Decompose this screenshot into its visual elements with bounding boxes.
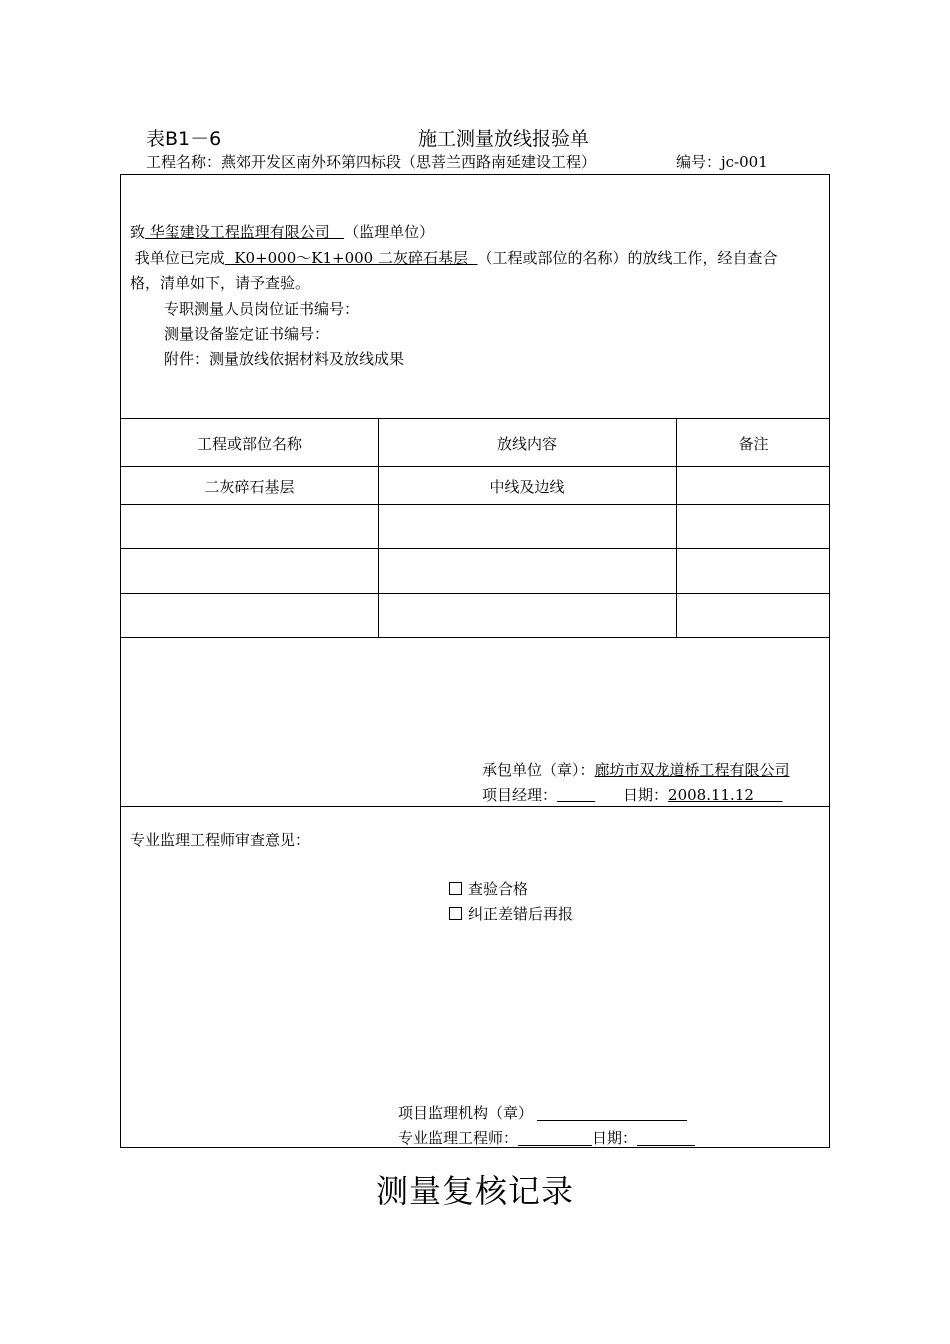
serial-number: 编号：jc-001	[676, 153, 768, 171]
header-part-name: 工程或部位名称	[196, 435, 302, 453]
manager-line	[482, 784, 783, 805]
project-name: 工程名称：燕郊开发区南外环第四标段（思菩兰西路南延建设工程）	[146, 153, 597, 171]
form-frame	[120, 174, 830, 1148]
completion-prefix: 我单位已完成	[130, 249, 225, 267]
manager-date-value: 2008.11.12	[668, 786, 783, 804]
divider	[121, 548, 829, 549]
manager-label: 项目经理：	[482, 786, 558, 804]
attachment: 附件：测量放线依据材料及放线成果	[164, 350, 405, 368]
to-prefix: 致	[130, 223, 146, 241]
divider	[121, 466, 829, 467]
completion-line	[130, 247, 778, 268]
completion-suffix: （工程或部位的名称）的放线工作，经自查合	[477, 249, 778, 267]
header-content: 放线内容	[496, 435, 557, 453]
work-scope: K0+000～K1+000 二灰碎石基层	[224, 249, 478, 267]
completion-line-2: 格，清单如下，请予查验。	[130, 274, 311, 292]
checkbox-icon[interactable]	[449, 882, 462, 895]
option-pass[interactable]	[449, 878, 528, 899]
option-pass-label: 查验合格	[468, 880, 529, 898]
supervision-org-line	[398, 1102, 687, 1123]
manager-value	[557, 786, 623, 804]
contractor-line	[482, 759, 790, 780]
form-code: 表B1－6	[146, 128, 222, 150]
addressee-line	[130, 221, 434, 242]
divider	[121, 418, 829, 419]
checkbox-icon[interactable]	[449, 907, 462, 920]
divider	[121, 637, 829, 638]
date-blank	[637, 1131, 695, 1146]
divider	[121, 593, 829, 594]
engineer-date-label: 日期：	[592, 1129, 638, 1147]
form-title: 施工测量放线报验单	[418, 128, 590, 150]
signature-blank	[537, 1106, 687, 1121]
option-resubmit-label: 纠正差错后再报	[468, 905, 574, 923]
manager-date-label: 日期：	[623, 786, 669, 804]
row1-part-name: 二灰碎石基层	[204, 478, 295, 496]
contractor-label: 承包单位（章）：	[482, 761, 595, 779]
engineer-label: 专业监理工程师：	[398, 1129, 519, 1147]
row1-content: 中线及边线	[489, 478, 565, 496]
divider	[121, 806, 829, 807]
supervisor-company: 华玺建设工程监理有限公司	[145, 223, 345, 241]
divider	[121, 504, 829, 505]
contractor-name: 廊坊市双龙道桥工程有限公司	[594, 761, 790, 779]
header-remark: 备注	[738, 435, 769, 453]
signature-blank	[518, 1131, 592, 1146]
surveyor-cert: 专职测量人员岗位证书编号：	[164, 300, 360, 318]
supervisor-suffix: （监理单位）	[344, 223, 435, 241]
equipment-cert: 测量设备鉴定证书编号：	[164, 325, 330, 343]
engineer-line	[398, 1127, 695, 1148]
supervision-org-label: 项目监理机构（章）	[398, 1104, 534, 1122]
review-title: 专业监理工程师审查意见：	[130, 831, 311, 849]
option-resubmit[interactable]	[449, 903, 573, 924]
record-title: 测量复核记录	[375, 1172, 574, 1210]
